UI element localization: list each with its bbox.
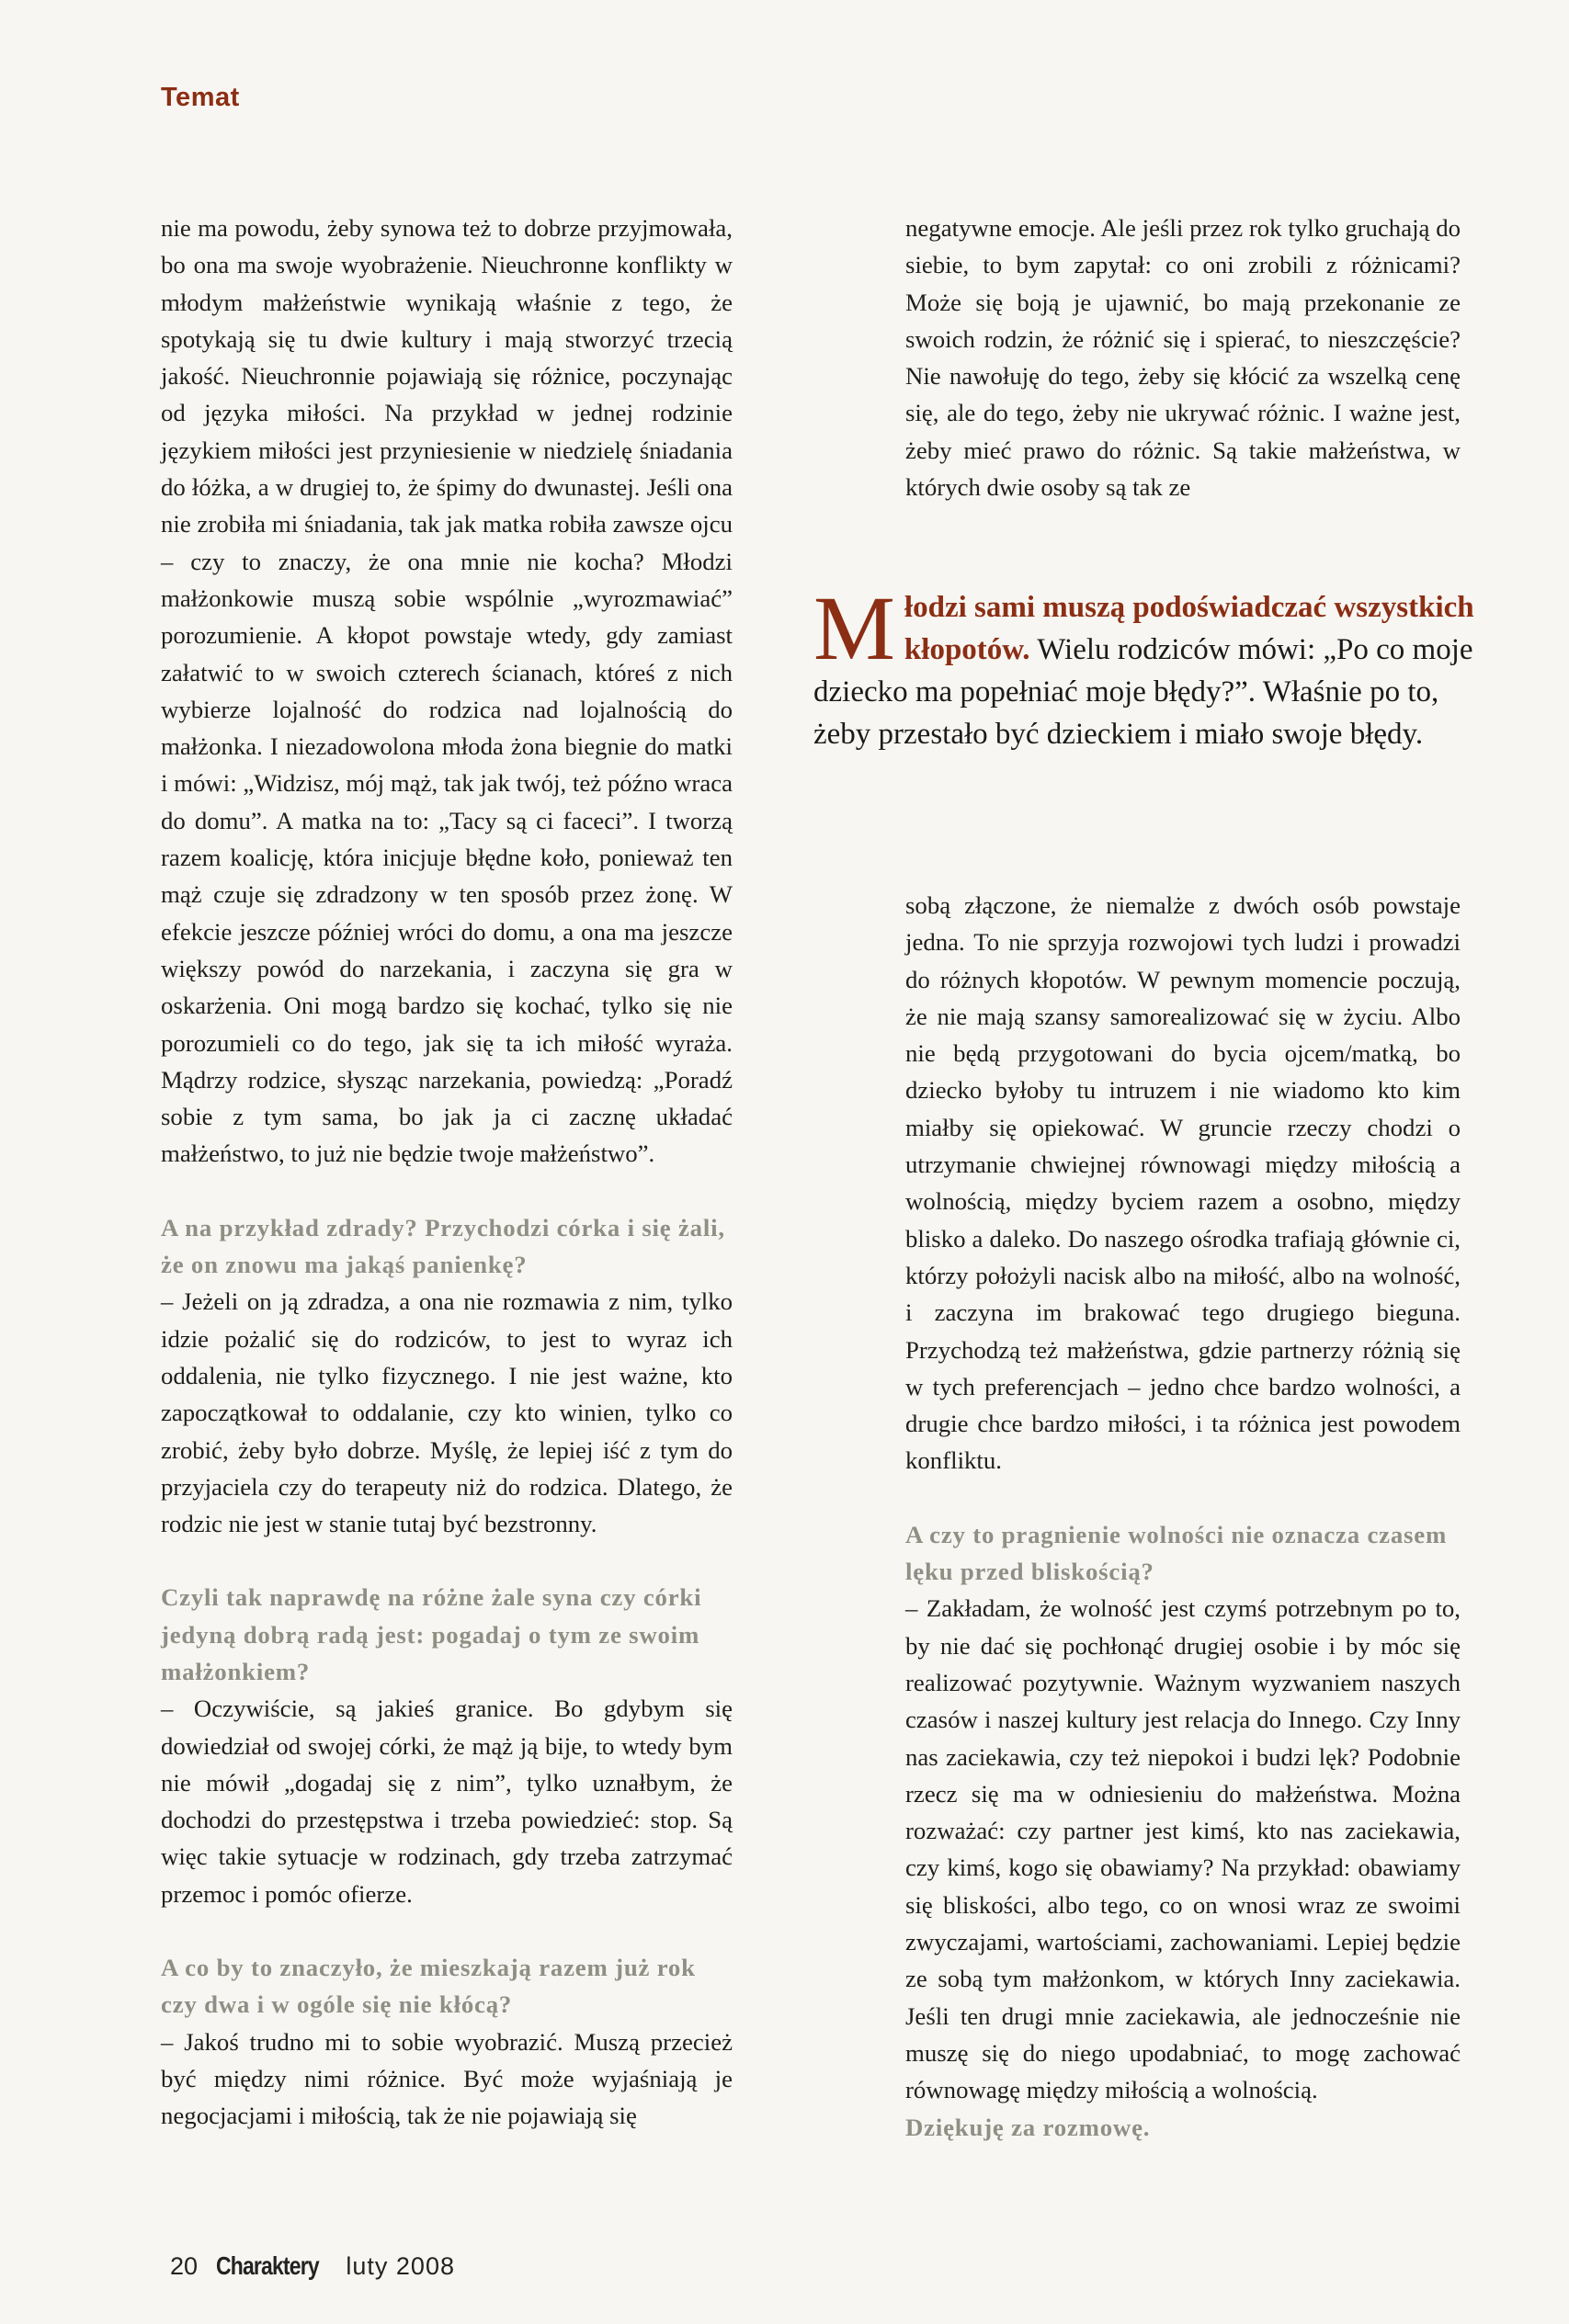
body-paragraph: sobą złączone, że niemalże z dwóch osób powstaje jedna. To nie sprzyja rozwojowi tych ludzi i prowadzi do różnych kłopotów. W pewnym momencie poczują, że nie mają szansy samorealizować się w życiu. Albo nie będą przygotowani do bycia ojcem/matką, bo dziecko byłoby tu intruzem i nie wiadomo kto kim miałby się opiekować. W gruncie rzeczy chodzi o utrzymanie chwiejnej równowagi między miłością a wolnością, między byciem razem a osobno, między blisko a daleko. Do naszego ośrodka trafiają głównie ci, którzy położyli nacisk albo na miłość, albo na wolność, i zaczyna im brakować tego drugiego bieguna. Przychodzą też małżeństwa, gdzie partnerzy różnią się w tych preferencjach – jedno chce bardzo wolności, a drugie chce bardzo miłości, i ta różnica jest powodem konfliktu. [905, 891, 1461, 1475]
closing-line: Dziękuję za rozmowę. [905, 2113, 1151, 2141]
page-number: 20 [170, 2252, 199, 2280]
interview-answer: – Jeżeli on ją zdradza, a ona nie rozmawia z nim, tylko idzie pożalić się do rodziców, to jest to wyraz ich oddalenia, nie tylko fizycznego. I nie jest ważne, kto zapoczątkował to oddalanie, czy kto winien, tylko co zrobić, żeby było dobrze. Myślę, że lepiej iść z tym do przyjaciela czy do terapeuty niż do rodzica. Dlatego, że rodzic nie jest w stanie tutaj być bezstronny. [161, 1287, 733, 1538]
interview-question: A czy to pragnienie wolności nie oznacza czasem lęku przed bliskością? [905, 1520, 1448, 1586]
pull-quote-text: Wielu rodziców mówi: „Po co moje dziecko ma popełniać moje błędy?”. Właśnie po to, żeby przestało być dzieckiem i miało swoje błędy. [813, 633, 1473, 751]
pull-quote [813, 577, 1475, 755]
interview-answer: – Jakoś trudno mi to sobie wyobrazić. Muszą przecież być między nimi różnice. Być może wyjaśniają je negocjacjami i miłością, tak że nie pojawiają się [161, 2027, 733, 2130]
body-paragraph: nie ma powodu, żeby synowa też to dobrze przyjmowała, bo ona ma swoje wyobrażenie. Nieuchronne konflikty w młodym małżeństwie wynikają właśnie z tego, że spotykają się tu dwie kultury i mają stworzyć trzecią jakość. Nieuchronnie pojawiają się różnice, poczynając od języka miłości. Na przykład w jednej rodzinie językiem miłości jest przyniesienie w niedzielę śniadania do łóżka, a w drugiej to, że śpimy do dwunastej. Jeśli ona nie zrobiła mi śniadania, tak jak matka robiła zawsze ojcu – czy to znaczy, że ona mnie nie kocha? Młodzi małżonkowie muszą sobie wspólnie „wyrozmawiać” porozumienie. A kłopot powstaje wtedy, gdy zamiast załatwić to w swoich czterech ścianach, któreś z nich wybierze lojalność do rodzica nad lojalnością do małżonka. I niezadowolona młoda żona biegnie do matki i mówi: „Widzisz, mój mąż, tak jak twój, też późno wraca do domu”. A matka na to: „Tacy są ci faceci”. I tworzą razem koalicję, która inicjuje błędne koło, ponieważ ten mąż czuje się zdradzony w ten sposób przez żonę. W efekcie jeszcze później wróci do domu, a ona ma jeszcze większy powód do narzekania, i zaczyna się gra w oskarżenia. Oni mogą bardzo się kochać, tylko się nie porozumieli co do tego, jak się ta ich miłość wyraża. Mądrzy rodzice, słysząc narzekania, powiedzą: „Poradź sobie z tym sama, bo jak ja ci zacznę układać małżeństwo, to już nie będzie twoje małżeństwo”. [161, 214, 733, 1168]
left-column [161, 210, 733, 2135]
interview-question: A na przykład zdrady? Przychodzi córka i się żali, że on znowu ma jakąś panienkę? [161, 1213, 725, 1279]
drop-cap: M [813, 577, 895, 679]
pull-quote-lead: łodzi sami muszą podoświadczać wszystkich kłopotów. [904, 591, 1474, 666]
right-column-top [905, 210, 1461, 505]
body-paragraph: negatywne emocje. Ale jeśli przez rok tylko gruchają do siebie, to bym zapytał: co oni zrobili z różnicami? Może się boją je ujawnić, bo mają przekonanie ze swoich rodzin, że różnić się i spierać, to nieszczęście? Nie nawołuję do tego, żeby się kłócić za wszelką cenę się, ale do tego, żeby nie ukrywać różnic. I ważne jest, żeby mieć prawo do różnic. Są takie małżeństwa, w których dwie osoby są tak ze [905, 214, 1461, 502]
page-footer [170, 2251, 455, 2281]
interview-question: A co by to znaczyło, że mieszkają razem już rok czy dwa i w ogóle się nie kłócą? [161, 1954, 696, 2019]
interview-answer: – Zakładam, że wolność jest czymś potrzebnym po to, by nie dać się pochłonąć drugiej osobie i by móc się realizować pozytywnie. Ważnym wyzwaniem naszych czasów i naszej kultury jest relacja do Innego. Czy Inny nas zaciekawia, czy też niepokoi i budzi lęk? Podobnie rzecz się ma w odniesieniu do małżeństwa. Można rozważać: czy partner jest kimś, kto nas zaciekawia, czy kimś, kogo się obawiamy? Na przykład: obawiamy się bliskości, albo tego, co on wnosi wraz ze swoimi zwyczajami, wartościami, zachowaniami. Lepiej będzie ze sobą tym małżonkom, w których Inny zaciekawia. Jeśli ten drugi mnie zaciekawia, ale jednocześnie nie muszę się do niego upodabniać, to mogę zachować równowagę między miłością a wolnością. [905, 1594, 1461, 2104]
section-label: Temat [161, 83, 240, 112]
interview-answer: – Oczywiście, są jakieś granice. Bo gdybym się dowiedział od swojej córki, że mąż ją bije, to wtedy bym nie mówił „dogadaj się z nim”, tylko uznałbym, że dochodzi do przestępstwa i trzeba powiedzieć: stop. Są więc takie sytuacje w rodzinach, gdy trzeba zatrzymać przemoc i pomóc ofierze. [161, 1695, 733, 1908]
issue-date: luty 2008 [346, 2252, 455, 2280]
right-column-bottom [905, 887, 1461, 2146]
magazine-logo: Charaktery [215, 2251, 319, 2280]
interview-question: Czyli tak naprawdę na różne żale syna czy córki jedyną dobrą radą jest: pogadaj o tym ze swoim małżonkiem? [161, 1583, 702, 1685]
